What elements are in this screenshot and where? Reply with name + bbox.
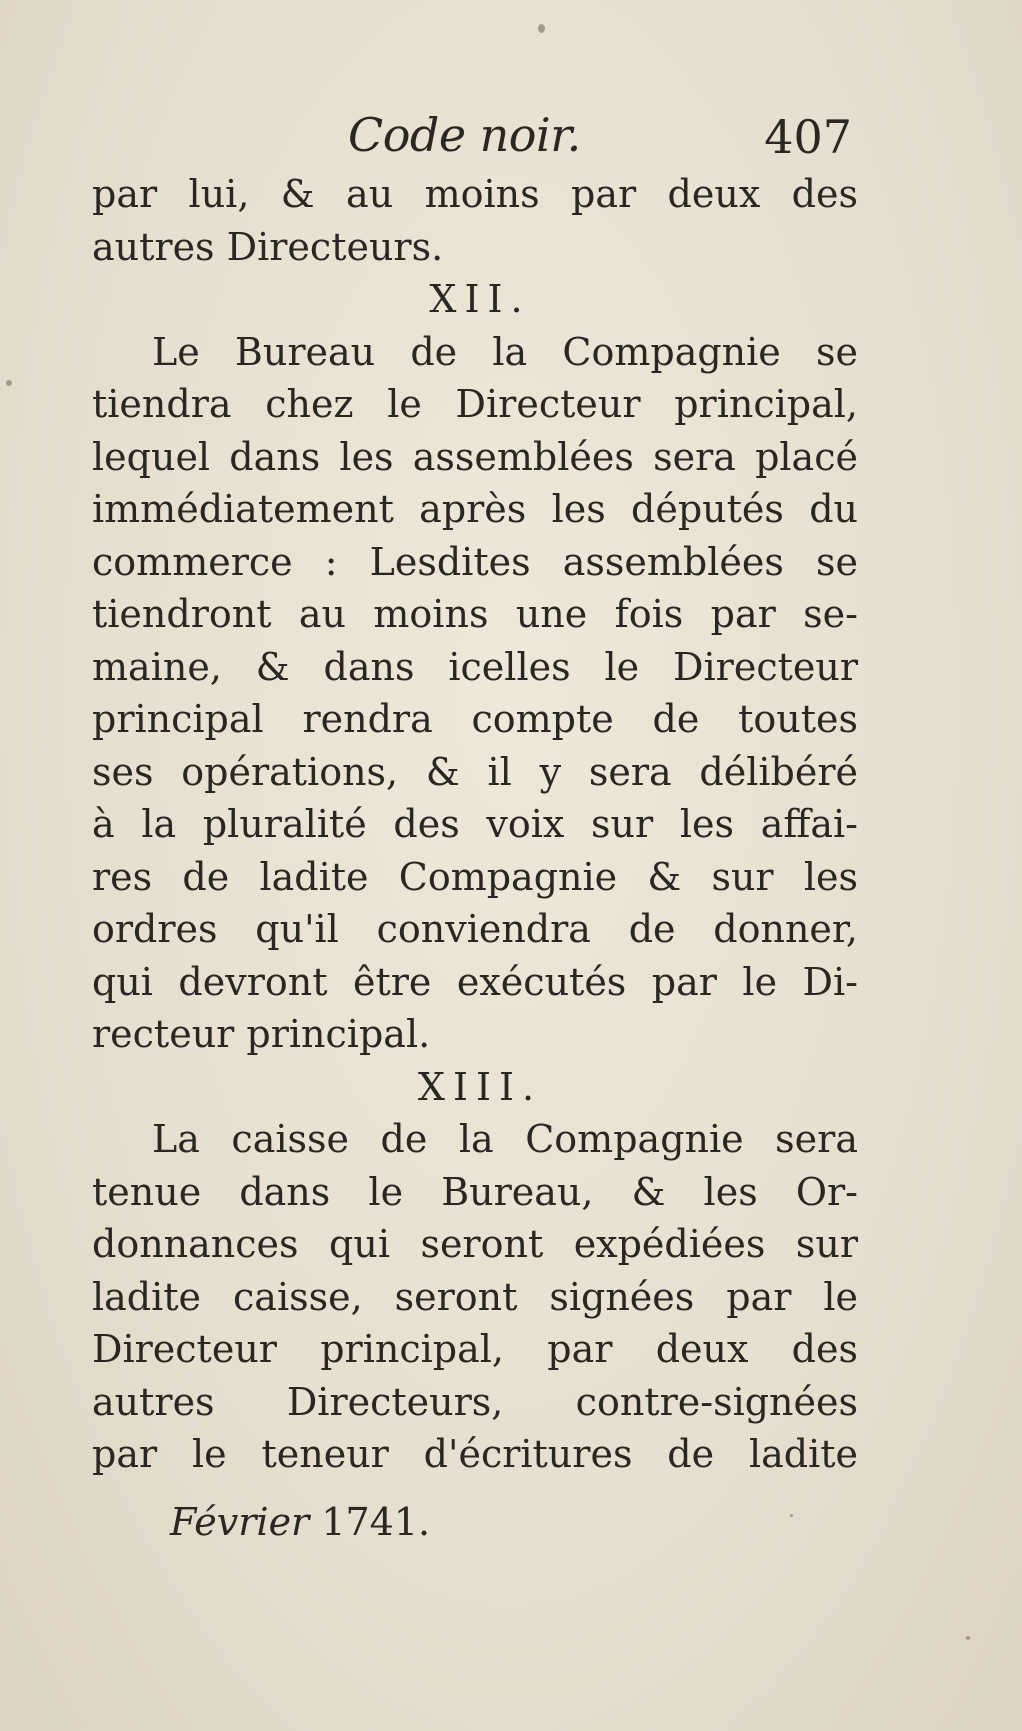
text-line: ordres qu'il conviendra de donner, <box>92 907 858 951</box>
text-line: tenue dans le Bureau, & les Or- <box>92 1169 858 1214</box>
text-line: ses opérations, & il y sera délibéré <box>92 749 858 794</box>
text-line: lequel dans les assemblées sera placé <box>92 434 858 479</box>
signature-month: Février <box>170 1500 310 1544</box>
text-line: ladite caisse, seront signées par le <box>92 1274 858 1319</box>
article-heading: XII. <box>429 277 531 321</box>
text-line: qui devront être exécutés par le Di- <box>92 959 858 1004</box>
text-line: La caisse de la Compagnie sera <box>152 1117 858 1161</box>
text-line: commerce : Lesdites assemblées se <box>92 539 858 584</box>
text-line: donnances qui seront expédiées sur <box>92 1222 858 1266</box>
text-line: recteur principal. <box>92 1012 431 1056</box>
text-line: tiendra chez le Directeur principal, <box>92 382 858 426</box>
text-line: immédiatement après les députés du <box>92 487 858 531</box>
text-line: principal rendra compte de toutes <box>92 697 858 741</box>
text-line: à la pluralité des voix sur les affai- <box>92 802 858 846</box>
paper-speck <box>790 1514 793 1517</box>
page-number: 407 <box>764 110 852 164</box>
signature-line <box>170 1500 430 1544</box>
paper-speck <box>538 24 545 33</box>
paper-speck <box>6 380 12 386</box>
text-line: par lui, & au moins par deux des <box>92 172 858 216</box>
text-line: tiendront au moins une fois par se- <box>92 592 858 636</box>
text-line: maine, & dans icelles le Directeur <box>92 644 858 689</box>
text-line: Le Bureau de la Compagnie se <box>152 329 858 374</box>
page-header <box>90 108 860 168</box>
text-line: res de ladite Compagnie & sur les <box>92 854 858 899</box>
running-title: Code noir. <box>348 108 581 162</box>
body-text <box>92 168 858 1481</box>
text-line: autres Directeurs, contre-signées <box>92 1379 858 1424</box>
text-line: autres Directeurs. <box>92 224 444 269</box>
article-heading: XIII. <box>417 1064 543 1109</box>
text-line: par le teneur d'écritures de ladite <box>92 1432 858 1476</box>
text-line: Directeur principal, par deux des <box>92 1327 858 1371</box>
paper-speck <box>966 1636 970 1640</box>
signature-year: 1741. <box>321 1500 431 1544</box>
